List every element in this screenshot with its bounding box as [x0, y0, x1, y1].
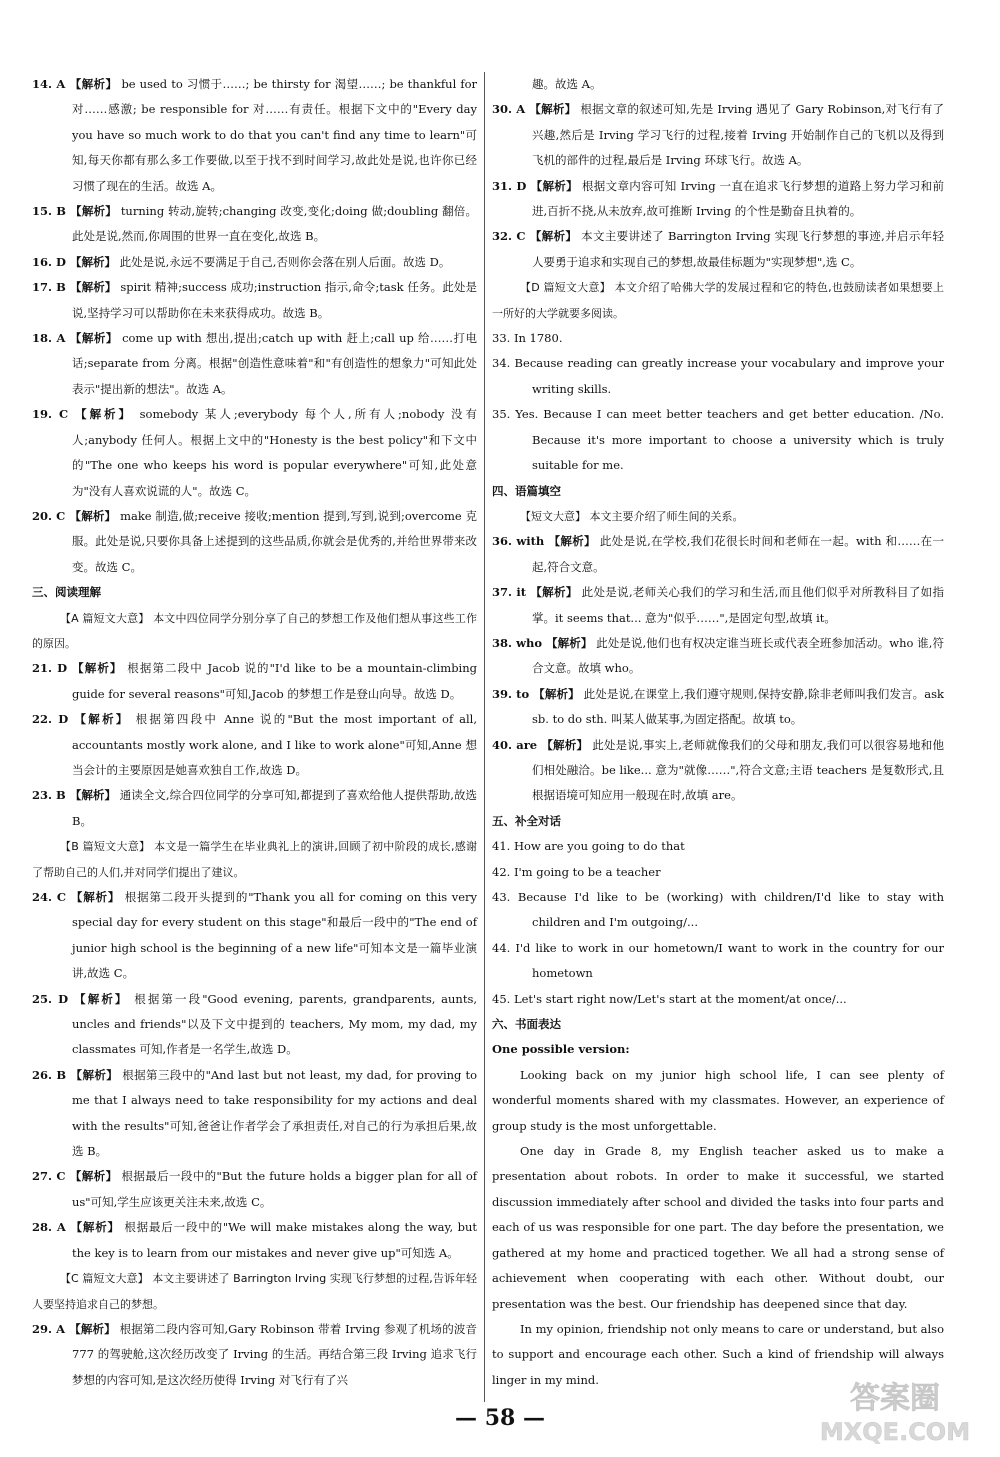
answer-number: 27. C 【解析】 — [32, 1169, 118, 1184]
answer-explanation: 根据文章的叙述可知,先是 Irving 遇见了 Gary Robinson,对飞行有了兴趣,然后是 Irving 学习飞行的过程,接着 Irving 开始制作自己的飞机以及得到飞机的部件的过程,最后是 Irving 环球飞行。故选 A。 — [532, 102, 945, 168]
answer-explanation: somebody 某人;everybody 每个人,所有人;nobody 没有人;anybody 任何人。根据上文中的"Honesty is the best policy"和下文中的"The one who keeps his word is popular everywhere"可知,此处意为"没有人喜欢说谎的人"。故选 C。 — [72, 407, 477, 498]
answer-item — [32, 402, 477, 504]
answer-explanation: 根据第二段开头提到的"Thank you all for coming on this very special day for every student on this stage"和最后一段中的"The end of junior high school is the beginning of a new life"可知本文是一篇毕业演讲,故选 C。 — [72, 890, 478, 981]
answer-number: 39. to 【解析】 — [492, 686, 580, 701]
svg-text:答案圈: 答案圈 — [850, 1381, 940, 1416]
answer-number: 26. B 【解析】 — [32, 1067, 119, 1082]
answer-explanation: 根据第三段中的"And last but not least, my dad, for proving to me that I always need to take responsibility for my actions and deal with the results"可知,爸爸让作者学会了承担责任,对自己的行为承担后果,故选 B。 — [72, 1067, 477, 1159]
answer-item — [492, 631, 944, 682]
answer-number: 31. D 【解析】 — [492, 178, 578, 193]
text-line: 45. Let's start right now/Let's start at the moment/at once/... — [492, 991, 847, 1006]
answer-explanation: 根据第一段"Good evening, parents, grandparents, aunts, uncles and friends"以及下文中提到的 teachers, My mom, my dad, my classmates 可知,作者是一名学生,故选 D。 — [72, 991, 478, 1057]
answer-item — [32, 656, 477, 707]
answer-explanation: 根据文章内容可知 Irving 一直在追求飞行梦想的道路上努力学习和前进,百折不挠,从未放弃,故可推断 Irving 的个性是勤奋且执着的。 — [532, 178, 944, 219]
answer-explanation: 此处是说,在课堂上,我们遵守规则,保持安静,除非老师叫我们发言。ask sb. to do sth. 叫某人做某事,为固定搭配。故填 to。 — [532, 686, 944, 727]
text-line: 33. In 1780. — [492, 331, 563, 346]
answer-explanation: 本文主要讲述了 Barrington Irving 实现飞行梦想的事迹,并启示年轻人要勇于追求和实现自己的梦想,故最佳标题为"实现梦想",选 C。 — [532, 229, 944, 269]
answer-item — [32, 885, 477, 987]
answer-item — [32, 72, 477, 199]
answer-list-24-28 — [32, 885, 477, 1266]
answer-list-36-40 — [492, 529, 944, 808]
answer-number: 37. it 【解析】 — [492, 585, 578, 600]
answer-number: 16. D 【解析】 — [32, 254, 116, 269]
text-line: One day in Grade 8, my English teacher asked us to make a presentation about robots. In order to make it successful, we started discussion immediately after school and divided the tasks into four parts and each of us was responsible for one part. The day before the presentation, we gathered at my home and practiced together. We all had a strong sense of achievement when cooperating with each other. Without doubt, our presentation was the best. Our friendship has deepened since that day. — [492, 1144, 944, 1311]
answer-number: 40. are 【解析】 — [492, 737, 589, 752]
answer-number: 22. D 【解析】 — [32, 712, 130, 727]
answer-item — [492, 529, 944, 580]
answer-number: 36. with 【解析】 — [492, 534, 596, 549]
answer-item — [32, 707, 477, 783]
answer-explanation: 通读全文,综合四位同学的分享可知,都提到了喜欢给他人提供帮助,故选 B。 — [72, 788, 478, 828]
answer-number: 23. B 【解析】 — [32, 788, 116, 803]
answer-number: 25. D 【解析】 — [32, 991, 129, 1006]
text-line: 42. I'm going to be a teacher — [492, 864, 661, 879]
answer-explanation: spirit 精神;success 成功;instruction 指示,命令;task 任务。此处是说,坚持学习可以帮助你在未来获得成功。故选 B。 — [72, 280, 478, 320]
answer-item — [32, 1215, 477, 1266]
text-line: In my opinion, friendship not only means to care or understand, but also to support and encourage each other. Such a kind of friendship will always linger in my mind. — [492, 1321, 944, 1387]
answer-explanation: 此处是说,在学校,我们花很长时间和老师在一起。with 和……在一起,符合文意。 — [532, 534, 944, 574]
answer-number: 21. D 【解析】 — [32, 661, 123, 676]
answer-explanation: 根据最后一段中的"But the future holds a bigger plan for all of us"可知,学生应该更关注未来,故选 C。 — [72, 1169, 478, 1209]
answer-number: 17. B 【解析】 — [32, 280, 117, 295]
answer-item — [492, 174, 944, 225]
answer-item — [32, 987, 477, 1063]
text-line: 35. Yes. Because I can meet better teachers and get better education. /No. Because it's more important to choose a university which is truly suitable for me. — [492, 407, 944, 473]
text-line: 34. Because reading can greatly increase your vocabulary and improve your writing skills. — [492, 356, 944, 396]
text-line: 43. Because I'd like to be (working) with children/I'd like to stay with children and I'm outgoing/... — [492, 890, 944, 930]
answer-number: 14. A 【解析】 — [32, 77, 118, 91]
answer-item — [492, 733, 944, 809]
answer-list-30-32 — [492, 97, 944, 275]
answer-number: 38. who 【解析】 — [492, 635, 593, 650]
answer-explanation: turning 转动,旋转;changing 改变,变化;doing 做;doubling 翻倍。此处是说,然而,你周围的世界一直在变化,故选 B。 — [72, 204, 478, 244]
section-heading-writing: 六、书面表达 — [492, 1017, 561, 1032]
answer-item — [492, 580, 944, 631]
answer-list-14-20 — [32, 72, 477, 580]
answer-item — [492, 682, 944, 733]
summary-c: 【C 篇短文大意】 本文主要讲述了 Barrington Irving 实现飞行梦想的过程,告诉年轻人要坚持追求自己的梦想。 — [32, 1272, 477, 1311]
summary-b: 【B 篇短文大意】 本文是一篇学生在毕业典礼上的演讲,回顾了初中阶段的成长,感谢了帮助自己的人们,并对同学们提出了建议。 — [32, 840, 477, 879]
answer-number: 29. A 【解析】 — [32, 1321, 116, 1336]
answer-explanation: 根据第四段中 Anne 说的"But the most important of all, accountants mostly work alone, and I like to work alone"可知,Anne 想当会计的主要原因是她喜欢独自工作,故选 D。 — [72, 712, 478, 777]
answer-number: 30. A 【解析】 — [492, 102, 577, 117]
section-heading-cloze: 四、语篇填空 — [492, 483, 561, 498]
answer-explanation: 此处是说,老师关心我们的学习和生活,而且他们似乎对所教科目了如指掌。it seems that... 意为"似乎……",是固定句型,故填 it。 — [532, 585, 945, 625]
answer-number: 18. A 【解析】 — [32, 331, 118, 346]
answer-explanation: 根据第二段内容可知,Gary Robinson 带着 Irving 参观了机场的波音 777 的驾驶舱,这次经历改变了 Irving 的生活。再结合第三段 Irving 追求飞行梦想的内容可知,是这次经历使得 Irving 对飞行有了兴 — [72, 1321, 478, 1387]
answer-explanation: make 制造,做;receive 接收;mention 提到,写到,说到;overcome 克服。此处是说,只要你具备上述提到的这些品质,你就会是优秀的,并给世界带来改变。故选 C。 — [72, 508, 478, 574]
answer-number: 20. C 【解析】 — [32, 508, 117, 523]
answer-item — [32, 783, 477, 834]
page-number: — 58 — — [455, 1405, 545, 1431]
answer-number: 28. A 【解析】 — [32, 1220, 120, 1235]
answer-explanation: 根据第二段中 Jacob 说的"I'd like to be a mountain-climbing guide for several reasons"可知,Jacob 的梦想工作是登山向导。故选 D。 — [72, 661, 477, 701]
svg-text:MXQE.COM: MXQE.COM — [819, 1418, 971, 1446]
essay-heading: One possible version: — [492, 1042, 630, 1057]
answer-number: 32. C 【解析】 — [492, 229, 578, 244]
summary-d: 【D 篇短文大意】 本文介绍了哈佛大学的发展过程和它的特色,也鼓励读者如果想要上一所好的大学就要多阅读。 — [492, 281, 944, 320]
answer-number: 19. C 【解析】 — [32, 407, 133, 422]
summary-e: 【短文大意】 本文主要介绍了师生间的关系。 — [520, 509, 744, 523]
section-heading-dialogue: 五、补全对话 — [492, 813, 561, 828]
watermark-logo — [800, 1374, 990, 1449]
answer-list-33-35 — [492, 326, 944, 478]
answer-list-41-45 — [492, 834, 944, 1012]
text-line: 41. How are you going to do that — [492, 839, 685, 854]
answer-item-29 — [32, 1317, 477, 1393]
answer-29-continuation: 趣。故选 A。 — [532, 77, 602, 91]
answer-item — [32, 1063, 477, 1165]
answer-item — [32, 199, 477, 250]
answer-explanation: be used to 习惯于……; be thirsty for 渴望……; be thankful for 对……感激; be responsible for 对……有责任。根据下文中的"Every day you have so much work to do that you can't find any time to learn"可知,每天你都有那么多工作要做,以至于找不到时间学习,故此处是说,也许你已经习惯了现在的生活。故选 A。 — [72, 77, 478, 193]
answer-explanation: come up with 想出,提出;catch up with 赶上;call up 给……打电话;separate from 分离。根据"创造性意味着"和"有创造性的想象力"可知此处表示"提出新的想法"。故选 A。 — [72, 331, 478, 396]
answer-number: 15. B 【解析】 — [32, 204, 117, 219]
answer-item — [32, 275, 477, 326]
answer-list-21-23 — [32, 656, 477, 834]
answer-item — [32, 504, 477, 580]
answer-item — [492, 97, 944, 173]
answer-item — [32, 326, 477, 402]
answer-explanation: 此处是说,他们也有权决定谁当班长或代表全班参加活动。who 谁,符合文意。故填 who。 — [532, 635, 944, 676]
left-column — [32, 72, 477, 1393]
essay-body — [492, 1063, 944, 1393]
answer-item — [492, 224, 944, 275]
right-column — [492, 72, 944, 1393]
answer-item — [32, 1164, 477, 1215]
text-line: 44. I'd like to work in our hometown/I want to work in the country for our hometown — [492, 940, 944, 981]
text-line: Looking back on my junior high school life, I can see plenty of wonderful moments shared with my classmates. However, an experience of group study is the most unforgettable. — [492, 1067, 944, 1133]
answer-item — [32, 250, 477, 275]
answer-explanation: 根据最后一段中的"We will make mistakes along the way, but the key is to learn from our mistakes and never give up"可知选 A。 — [72, 1220, 478, 1260]
answer-explanation: 此处是说,事实上,老师就像我们的父母和朋友,我们可以很容易地和他们相处融洽。be like... 意为"就像……",符合文意;主语 teachers 是复数形式,且根据语境可知应用一般现在时,故填 are。 — [532, 737, 945, 803]
summary-a: 【A 篇短文大意】 本文中四位同学分别分享了自己的梦想工作及他们想从事这些工作的原因。 — [32, 611, 477, 650]
answer-explanation: 此处是说,永远不要满足于自己,否则你会落在别人后面。故选 D。 — [119, 254, 451, 269]
answer-number: 24. C 【解析】 — [32, 890, 121, 904]
column-divider — [484, 72, 485, 1402]
section-heading-reading: 三、阅读理解 — [32, 585, 101, 600]
